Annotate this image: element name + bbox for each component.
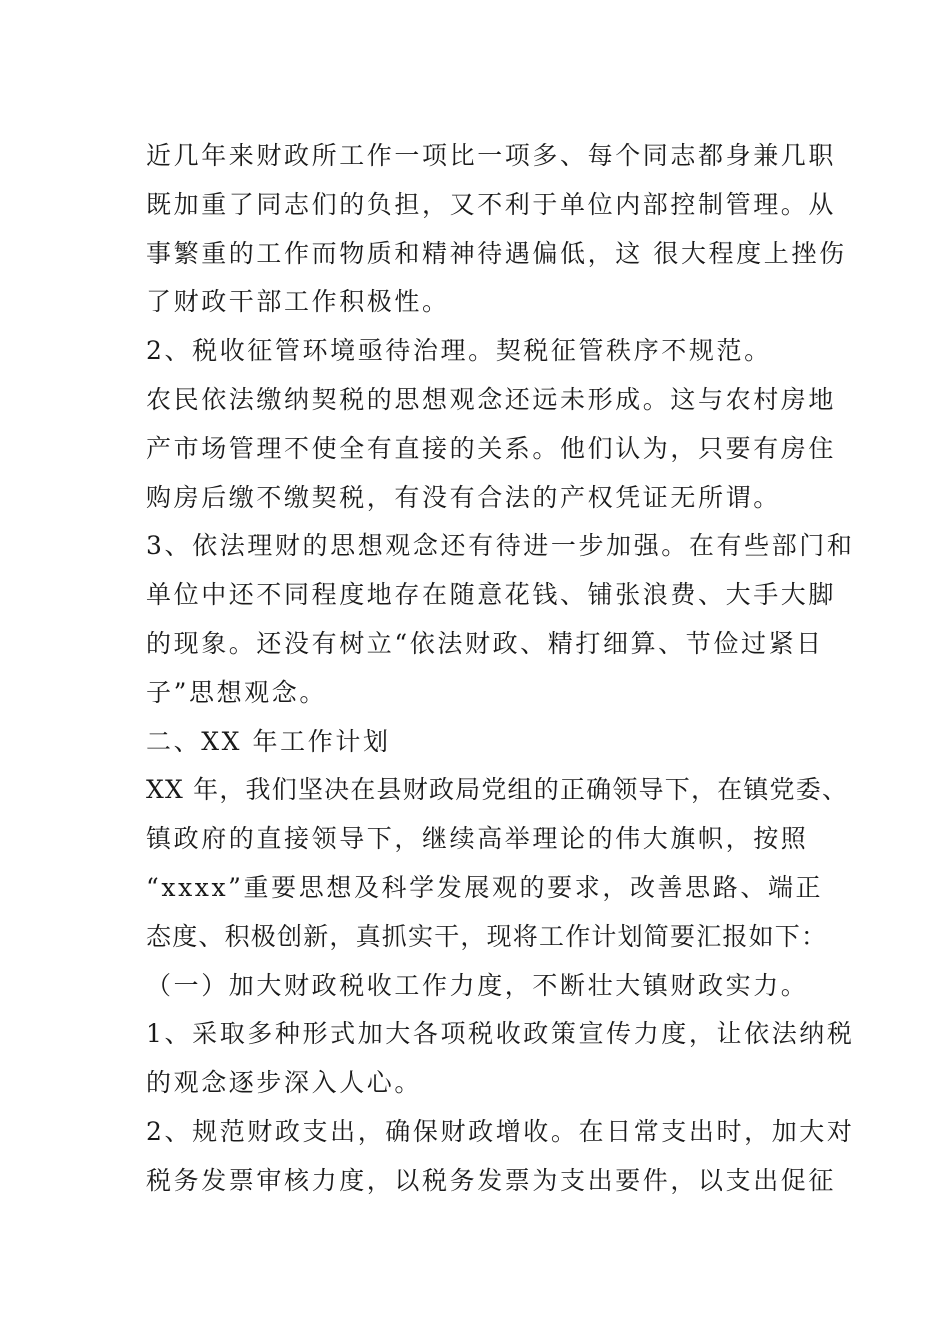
text-line: XX 年，我们坚决在县财政局党组的正确领导下，在镇党委、 xyxy=(146,775,849,805)
text-line: 既加重了同志们的负担，又不利于单位内部控制管理。从 xyxy=(146,189,837,219)
text-line: 单位中还不同程度地存在随意花钱、铺张浪费、大手大脚 xyxy=(146,580,837,610)
text-line: 购房后缴不缴契税，有没有合法的产权凭证无所谓。 xyxy=(146,482,781,512)
text-line: 事繁重的工作而物质和精神待遇偏低，这 很大程度上挫伤 xyxy=(146,238,847,268)
text-line: 农民依法缴纳契税的思想观念还远未形成。这与农村房地 xyxy=(146,384,837,414)
subsection-heading: （一）加大财政税收工作力度，不断壮大镇财政实力。 xyxy=(146,970,809,1000)
text-line: 子”思想观念。 xyxy=(146,677,327,707)
text-line: 的观念逐步深入人心。 xyxy=(146,1068,423,1098)
text-line: 3、依法理财的思想观念还有待进一步加强。在有些部门和 xyxy=(146,531,855,561)
text-line: “xxxx”重要思想及科学发展观的要求，改善思路、端正 xyxy=(146,872,824,902)
text-line: 产市场管理不使全有直接的关系。他们认为，只要有房住 xyxy=(146,433,837,463)
text-line: 的现象。还没有树立“依法财政、精打细算、节俭过紧日 xyxy=(146,628,824,658)
text-line: 2、税收征管环境亟待治理。契税征管秩序不规范。 xyxy=(146,336,772,366)
text-line: 税务发票审核力度，以税务发票为支出要件，以支出促征 xyxy=(146,1165,837,1195)
section-heading: 二、XX 年工作计划 xyxy=(146,726,391,756)
text-line: 2、规范财政支出，确保财政增收。在日常支出时，加大对 xyxy=(146,1116,855,1146)
text-line: 了财政干部工作积极性。 xyxy=(146,287,450,317)
document-body xyxy=(146,132,855,1206)
text-line: 1、采取多种形式加大各项税收政策宣传力度，让依法纳税 xyxy=(146,1019,855,1049)
text-line: 态度、积极创新，真抓实干，现将工作计划简要汇报如下： xyxy=(146,921,828,951)
text-line: 近几年来财政所工作一项比一项多、每个同志都身兼几职 xyxy=(146,141,837,170)
text-line: 镇政府的直接领导下，继续高举理论的伟大旗帜，按照 xyxy=(146,824,809,854)
